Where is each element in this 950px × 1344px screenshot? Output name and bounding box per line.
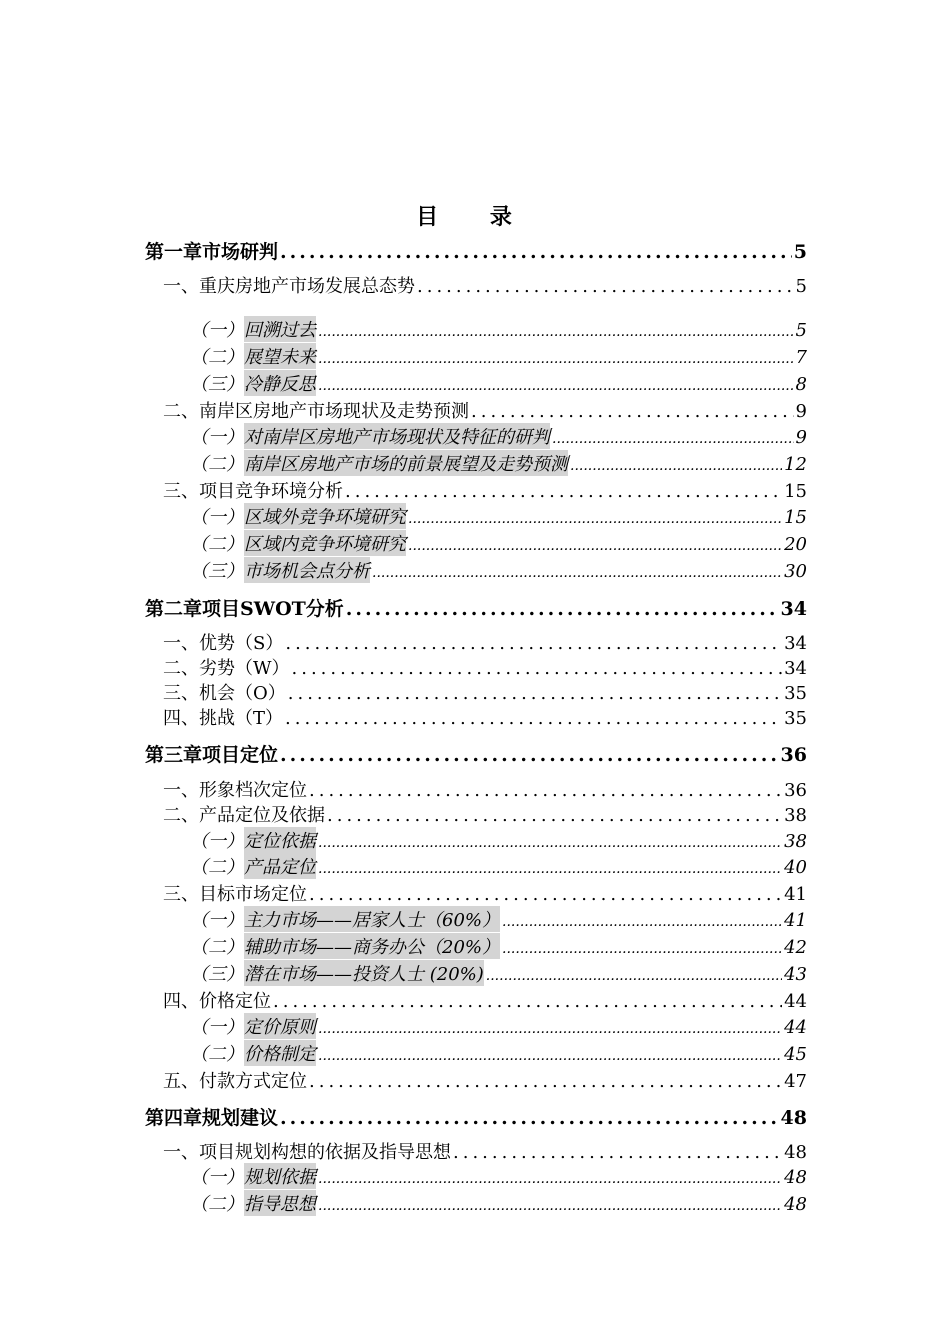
dot-leader: [372, 565, 782, 581]
dot-leader: [285, 708, 782, 729]
entry-title: 付款方式定位: [199, 1071, 307, 1092]
dot-leader: [318, 1021, 782, 1037]
entry-number: 五、: [163, 1071, 199, 1092]
entry-title: 重庆房地产市场发展总态势: [199, 276, 415, 297]
entry-number: （二）: [190, 534, 244, 555]
dot-leader: [417, 276, 794, 297]
toc-subsection-entry[interactable]: [190, 450, 807, 474]
entry-title: 项目SWOT分析: [202, 598, 344, 620]
toc-subsection-entry[interactable]: [190, 370, 807, 394]
entry-title: 定位依据: [244, 827, 316, 853]
entry-title: 价格定位: [199, 991, 271, 1012]
entry-number: 三、: [163, 683, 199, 704]
entry-number: 二、: [163, 658, 199, 679]
dot-leader: [273, 991, 782, 1012]
entry-title: 机会（O）: [199, 683, 286, 704]
entry-number: 第一章: [145, 241, 203, 263]
dot-leader: [486, 968, 782, 984]
page-number: 34: [784, 658, 807, 679]
page-number: 48: [784, 1194, 807, 1215]
entry-number: 一、: [163, 276, 199, 297]
entry-title: 目标市场定位: [199, 884, 307, 905]
toc-section-entry[interactable]: [163, 629, 807, 653]
page-number: 41: [784, 884, 807, 905]
entry-title: 潜在市场——投资人士 (20%): [244, 960, 484, 986]
toc-chapter-entry[interactable]: [145, 594, 807, 620]
entry-number: （一）: [190, 831, 244, 852]
entry-number: 一、: [163, 780, 199, 801]
dot-leader: [318, 324, 794, 340]
toc-subsection-entry[interactable]: [190, 530, 807, 554]
entry-number: （一）: [190, 1167, 244, 1188]
dot-leader: [318, 378, 794, 394]
entry-title: 项目定位: [202, 744, 279, 766]
entry-title: 区域外竞争环境研究: [244, 503, 406, 529]
entry-number: 一、: [163, 633, 199, 654]
toc-subsection-entry[interactable]: [190, 557, 807, 581]
entry-number: 第三章: [145, 744, 203, 766]
entry-title: 市场研判: [202, 241, 279, 263]
dot-leader: [346, 598, 779, 620]
dot-leader: [318, 351, 794, 367]
dot-leader: [453, 1142, 782, 1163]
dot-leader: [288, 683, 782, 704]
entry-title: 辅助市场——商务办公（20%）: [244, 933, 500, 959]
entry-title: 项目竞争环境分析: [199, 481, 343, 502]
page-number: 8: [795, 374, 807, 395]
page-number: 45: [784, 1044, 807, 1065]
dot-leader: [318, 861, 782, 877]
entry-title: 形象档次定位: [199, 780, 307, 801]
toc-title: 目 录: [416, 204, 534, 230]
dot-leader: [318, 1171, 782, 1187]
page-number: 9: [795, 427, 807, 448]
entry-title: 展望未来: [244, 343, 316, 369]
dot-leader: [552, 431, 794, 447]
page-number: 42: [784, 937, 807, 958]
entry-number: （一）: [190, 1017, 244, 1038]
entry-title: 劣势（W）: [199, 658, 290, 679]
entry-title: 回溯过去: [244, 316, 316, 342]
entry-title: 南岸区房地产市场现状及走势预测: [199, 401, 469, 422]
toc-section-entry[interactable]: [163, 397, 807, 421]
entry-title: 主力市场——居家人士（60%）: [244, 906, 500, 932]
entry-number: 三、: [163, 884, 199, 905]
dot-leader: [318, 1048, 782, 1064]
toc-subsection-entry[interactable]: [190, 933, 807, 957]
entry-number: （三）: [190, 374, 244, 395]
page-number: 34: [780, 598, 807, 620]
entry-number: （二）: [190, 857, 244, 878]
page-number: 44: [784, 1017, 807, 1038]
dot-leader: [309, 884, 782, 905]
dot-leader: [285, 633, 782, 654]
entry-number: （二）: [190, 937, 244, 958]
dot-leader: [471, 401, 794, 422]
toc-subsection-entry[interactable]: [190, 316, 807, 340]
toc-chapter-entry[interactable]: [145, 1103, 807, 1129]
page-number: 43: [784, 964, 807, 985]
entry-title: 南岸区房地产市场的前景展望及走势预测: [244, 450, 568, 476]
entry-title: 对南岸区房地产市场现状及特征的研判: [244, 423, 550, 449]
toc-section-entry[interactable]: [163, 1138, 807, 1162]
entry-title: 指导思想: [244, 1190, 316, 1216]
page-number: 34: [784, 633, 807, 654]
entry-title: 优势（S）: [199, 633, 284, 654]
entry-number: （二）: [190, 1044, 244, 1065]
dot-leader: [502, 941, 782, 957]
entry-number: 四、: [163, 708, 199, 729]
toc-section-entry[interactable]: [163, 654, 807, 678]
toc-subsection-entry[interactable]: [190, 503, 807, 527]
page-number: 48: [780, 1107, 807, 1129]
toc-subsection-entry[interactable]: [190, 960, 807, 984]
entry-number: 第二章: [145, 598, 203, 620]
page-number: 12: [784, 454, 807, 475]
page-number: 38: [784, 805, 807, 826]
entry-number: 一、: [163, 1142, 199, 1163]
entry-number: （一）: [190, 910, 244, 931]
dot-leader: [408, 538, 782, 554]
dot-leader: [502, 914, 782, 930]
toc-section-entry[interactable]: [163, 704, 807, 728]
toc-subsection-entry[interactable]: [190, 343, 807, 367]
entry-title: 冷静反思: [244, 370, 316, 396]
dot-leader: [309, 780, 782, 801]
entry-title: 产品定位: [244, 853, 316, 879]
toc-subsection-entry[interactable]: [190, 423, 807, 447]
toc-subsection-entry[interactable]: [190, 906, 807, 930]
dot-leader: [280, 744, 779, 766]
dot-leader: [327, 805, 782, 826]
entry-title: 定价原则: [244, 1013, 316, 1039]
entry-number: （一）: [190, 320, 244, 341]
toc-subsection-entry[interactable]: [190, 1040, 807, 1064]
page-number: 48: [784, 1167, 807, 1188]
entry-number: 四、: [163, 991, 199, 1012]
page-number: 9: [795, 401, 807, 422]
page-number: 44: [784, 991, 807, 1012]
entry-number: （三）: [190, 561, 244, 582]
page-number: 30: [784, 561, 807, 582]
page-number: 15: [784, 481, 807, 502]
toc-section-entry[interactable]: [163, 880, 807, 904]
toc-section-entry[interactable]: [163, 987, 807, 1011]
toc-section-entry[interactable]: [163, 1067, 807, 1091]
page-number: 5: [793, 241, 807, 263]
entry-number: （二）: [190, 1194, 244, 1215]
toc-subsection-entry[interactable]: [190, 827, 807, 851]
toc-section-entry[interactable]: [163, 477, 807, 501]
page-number: 15: [784, 507, 807, 528]
page-number: 38: [784, 831, 807, 852]
entry-number: （一）: [190, 427, 244, 448]
entry-title: 区域内竞争环境研究: [244, 530, 406, 556]
entry-number: 二、: [163, 805, 199, 826]
dot-leader: [408, 511, 782, 527]
page-number: 5: [795, 276, 807, 297]
entry-title: 市场机会点分析: [244, 557, 370, 583]
dot-leader: [280, 1107, 779, 1129]
entry-number: （二）: [190, 454, 244, 475]
page-number: 5: [795, 320, 807, 341]
page-number: 35: [784, 683, 807, 704]
toc-subsection-entry[interactable]: [190, 1163, 807, 1187]
entry-number: 三、: [163, 481, 199, 502]
entry-title: 挑战（T）: [199, 708, 284, 729]
entry-number: （二）: [190, 347, 244, 368]
toc-subsection-entry[interactable]: [190, 853, 807, 877]
dot-leader: [318, 1198, 782, 1214]
entry-number: 第四章: [145, 1107, 203, 1129]
page-number: 36: [784, 780, 807, 801]
toc-chapter-entry[interactable]: [145, 740, 807, 766]
page-number: 20: [784, 534, 807, 555]
toc-subsection-entry[interactable]: [190, 1013, 807, 1037]
entry-title: 价格制定: [244, 1040, 316, 1066]
entry-number: 二、: [163, 401, 199, 422]
page-number: 48: [784, 1142, 807, 1163]
page-number: 36: [780, 744, 807, 766]
dot-leader: [345, 481, 782, 502]
toc-section-entry[interactable]: [163, 776, 807, 800]
entry-title: 规划建议: [202, 1107, 279, 1129]
entry-number: （三）: [190, 964, 244, 985]
entry-title: 规划依据: [244, 1163, 316, 1189]
toc-chapter-entry[interactable]: [145, 237, 807, 263]
page-number: 47: [784, 1071, 807, 1092]
toc-section-entry[interactable]: [163, 679, 807, 703]
page-number: 41: [784, 910, 807, 931]
page-number: 40: [784, 857, 807, 878]
dot-leader: [280, 241, 792, 263]
toc-section-entry[interactable]: [163, 801, 807, 825]
dot-leader: [570, 458, 782, 474]
toc-section-entry[interactable]: [163, 272, 807, 296]
entry-title: 产品定位及依据: [199, 805, 325, 826]
entry-title: 项目规划构想的依据及指导思想: [199, 1142, 451, 1163]
dot-leader: [318, 835, 782, 851]
dot-leader: [309, 1071, 782, 1092]
dot-leader: [292, 658, 783, 679]
page-number: 7: [795, 347, 807, 368]
toc-subsection-entry[interactable]: [190, 1190, 807, 1214]
entry-number: （一）: [190, 507, 244, 528]
page-number: 35: [784, 708, 807, 729]
